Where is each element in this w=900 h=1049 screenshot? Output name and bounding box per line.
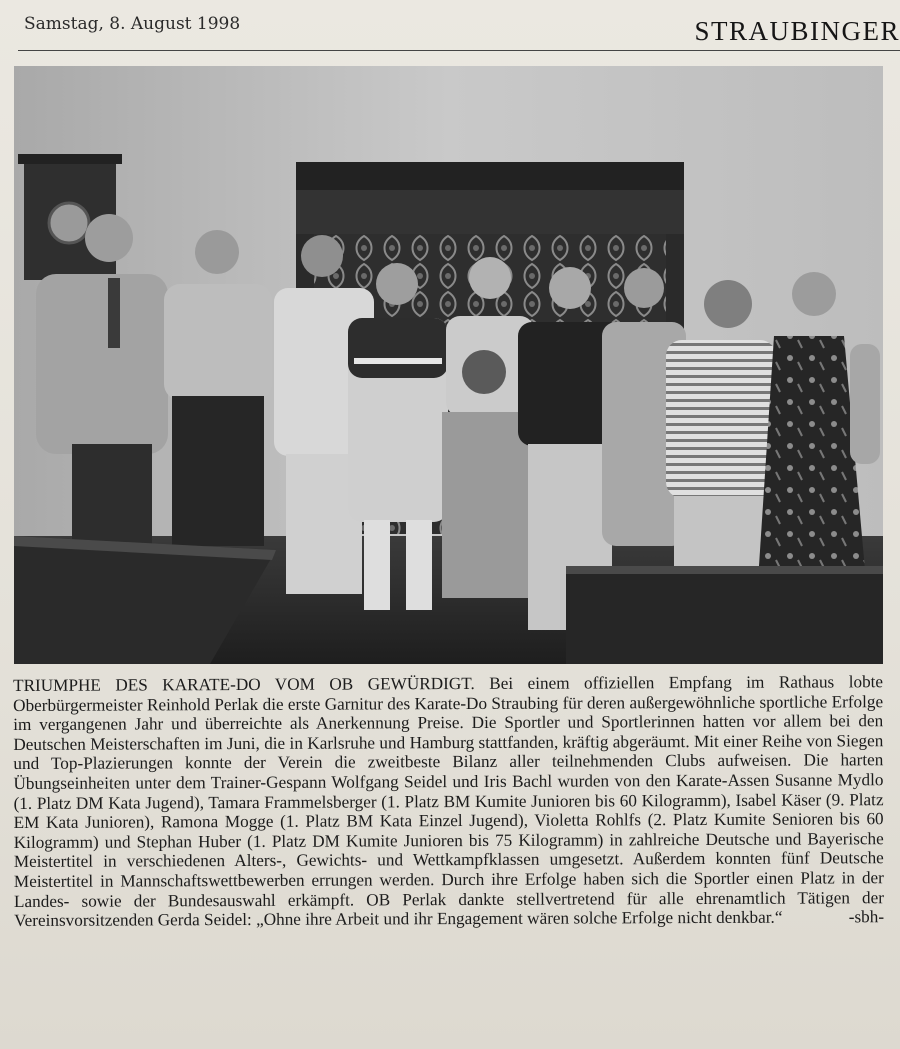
header-rule bbox=[18, 50, 900, 51]
group-photo-drawing bbox=[14, 66, 883, 664]
group-photo bbox=[14, 66, 883, 664]
issue-date: Samstag, 8. August 1998 bbox=[24, 14, 241, 34]
newspaper-name: STRAUBINGER bbox=[694, 16, 900, 46]
article-headline: TRIUMPHE DES KARATE-DO VOM OB GEWÜRDIGT. bbox=[13, 673, 475, 695]
article-body: Bei einem offiziellen Empfang im Rathaus lobte Oberbürgermeister Reinhold Perlak die erste Garnitur des Karate-Do Straubing für deren außergewöhnliche sportliche Erfolge im vergangenen Jahr und überreichte als Anerkennung Preise. Die Sportler und Sportlerinnen hatten vor allem bei den Deutschen Meisterschaften im Juni, die in Karlsruhe und Hamburg stattfanden, kräftig abgeräumt. Mit einer Reihe von Siegen und Top-Plazierungen konnte der Verein die zweitbeste Bilanz aller teilnehmenden Clubs aufweisen. Die harten Übungseinheiten unter dem Trainer-Gespann Wolfgang Seidel und Iris Bachl wurden von den Karate-Assen Susanne Mydlo (1. Platz DM Kata Jugend), Tamara Frammelsberger (1. Platz BM Kumite Junioren bis 60 Kilogramm), Isabel Käser (9. Platz EM Kata Junioren), Ramona Mogge (1. Platz BM Kata Einzel Jugend), Violetta Rohlfs (2. Platz Kumite Senioren bis 60 Kilogramm) und Stephan Huber (1. Platz DM Kumite Junioren bis 75 Kilogramm) in zahlreiche Deutsche und Bayerische Meistertitel in verschiedenen Alters-, Gewichts- und Wettkampfklassen umgesetzt. Außerdem konnten fünf Deutsche Meistertitel in Mannschaftswettbewerben errungen werden. Durch ihre Erfolge haben sich die Sportler einen Platz in der Landes- sowie der Bundesauswahl erkämpft. OB Perlak dankte stellvertretend für alle ehrenamtlich Tätigen der Vereinsvorsitzenden Gerda Seidel: „Ohne ihre Arbeit und ihr Engagement wären solche Erfolge nicht denkbar.“ bbox=[13, 672, 885, 931]
article-author: -sbh- bbox=[848, 907, 885, 927]
masthead bbox=[0, 0, 900, 52]
article-caption bbox=[13, 672, 884, 931]
